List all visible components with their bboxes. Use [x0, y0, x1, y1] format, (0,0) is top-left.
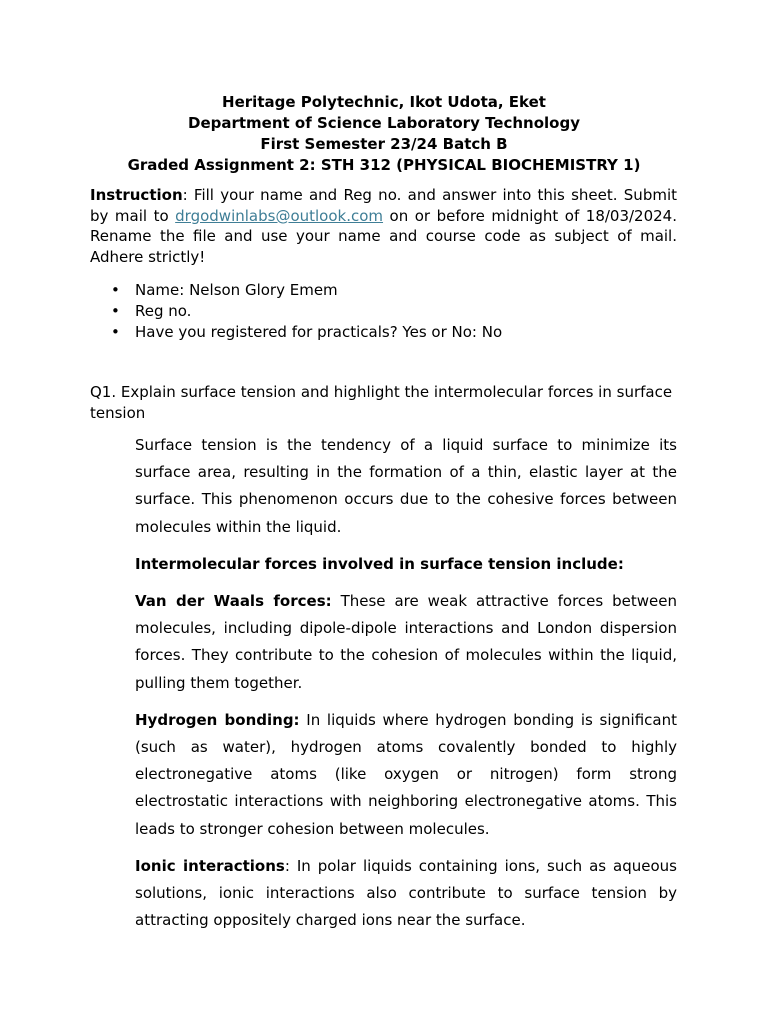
van-der-waals-text: These are weak attractive forces between molecules, including dipole-dipole interactions and London dispersion forces. They contribute to the cohesion of molecules within the liquid, pulling them together.: [135, 592, 677, 692]
instruction-text-after-email: on or before midnight of 18/03/2024. Rename the file and use your name and course code as subject of mail. Adhere strictly!: [90, 206, 677, 267]
institution-name: Heritage Polytechnic, Ikot Udota, Eket: [222, 93, 546, 111]
name-field: • Name: Nelson Glory Emem: [90, 280, 677, 301]
answer-block: [135, 432, 677, 944]
forces-subheading: Intermolecular forces involved in surface tension include:: [135, 554, 624, 573]
student-info-list: [90, 280, 677, 343]
instruction-label: Instruction: [90, 186, 183, 204]
ionic-interactions-paragraph: [135, 853, 677, 935]
email-link[interactable]: drgodwinlabs@outlook.com: [175, 206, 384, 225]
answer-intro: Surface tension is the tendency of a liquid surface to minimize its surface area, resulting in the formation of a thin, elastic layer at the surface. This phenomenon occurs due to the cohesive forces between molecules within the liquid.: [135, 436, 677, 536]
hydrogen-bonding-label: Hydrogen bonding:: [135, 710, 300, 729]
question-1: Q1. Explain surface tension and highlight the intermolecular forces in surface tension: [90, 383, 673, 422]
practicals-field: • Have you registered for practicals? Yes or No: No: [90, 322, 677, 343]
van-der-waals-label: Van der Waals forces:: [135, 592, 332, 611]
department-name: Department of Science Laboratory Technology: [188, 114, 580, 132]
document-header: [0, 92, 768, 176]
van-der-waals-paragraph: [135, 588, 677, 697]
hydrogen-bonding-paragraph: [135, 707, 677, 843]
hydrogen-bonding-text: In liquids where hydrogen bonding is significant (such as water), hydrogen atoms covalently bonded to highly electronegative atoms (like oxygen or nitrogen) form strong electrostatic interactions with neighboring electronegative atoms. This leads to stronger cohesion between molecules.: [135, 710, 677, 838]
assignment-title: Graded Assignment 2: STH 312 (PHYSICAL BIOCHEMISTRY 1): [127, 156, 641, 174]
instruction-paragraph: [90, 185, 677, 268]
ionic-interactions-text: : In polar liquids containing ions, such as aqueous solutions, ionic interactions also contribute to surface tension by attracting oppositely charged ions near the surface.: [135, 856, 677, 930]
reg-no-field: • Reg no.: [90, 301, 677, 322]
ionic-interactions-label: Ionic interactions: [135, 856, 285, 875]
instruction-text-before-email: : Fill your name and Reg no. and answer into this sheet. Submit by mail to: [90, 186, 677, 225]
semester-batch: First Semester 23/24 Batch B: [260, 135, 508, 153]
